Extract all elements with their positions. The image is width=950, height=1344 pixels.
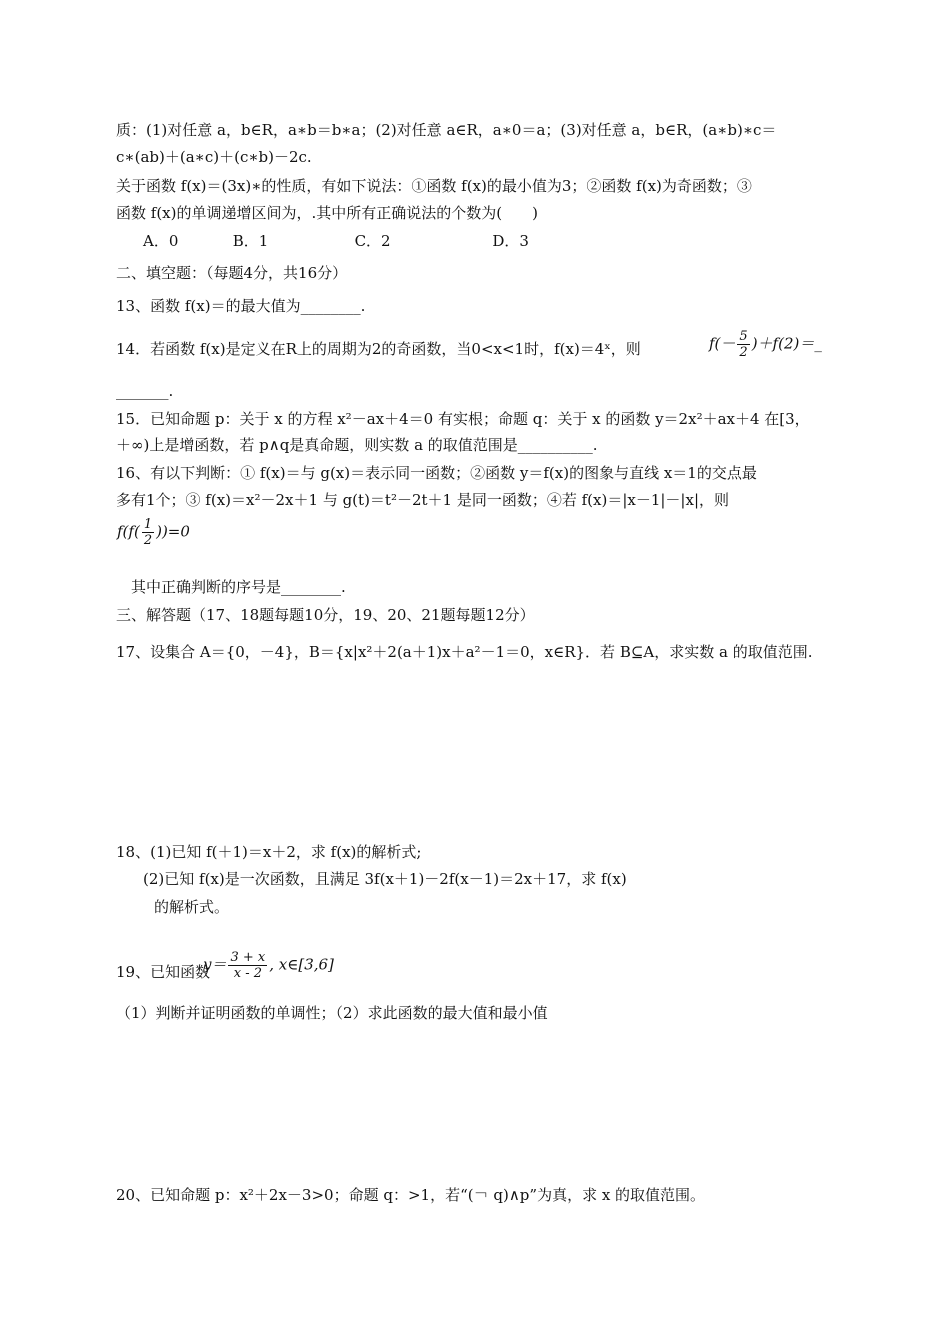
q16-formula [117,517,190,548]
q14-formula-pre: f(－ [709,334,736,353]
q12-line1: 质：(1)对任意 a，b∈R，a∗b＝b∗a；(2)对任意 a∈R，a∗0＝a；(3)对任意 a，b∈R，(a∗b)∗c＝ [116,121,777,139]
q20: 20、已知命题 p：x²＋2x－3>0；命题 q：>1，若“(￢ q)∧p”为真，求 x 的取值范围。 [116,1186,706,1204]
q19-formula [203,950,334,981]
section2-heading: 二、填空题：（每题4分，共16分） [116,264,348,282]
q13: 13、函数 f(x)＝的最大值为________. [116,297,366,315]
option-a: A．0 [143,232,179,250]
q16-line4: 其中正确判断的序号是________. [131,578,346,596]
q18-line3: 的解析式。 [154,898,230,916]
q12-line3: 关于函数 f(x)＝(3x)∗的性质，有如下说法：①函数 f(x)的最小值为3；②函数 f(x)为奇函数；③ [116,177,752,195]
q14-fraction [737,329,749,360]
q16-fraction [142,517,154,548]
q19-line1: 19、已知函数 [116,963,211,981]
q19-fraction [228,950,267,981]
q19-frac-den: x - 2 [233,966,262,981]
q16-line1: 16、有以下判断：① f(x)＝与 g(x)＝表示同一函数；②函数 y＝f(x)的图象与直线 x＝1的交点最 [116,464,757,482]
q19-frac-num: 3 + x [230,950,266,965]
option-d: D．3 [492,232,529,250]
q14-formula-post: )＋f(2)＝_ [751,334,822,353]
q19-line2: （1）判断并证明函数的单调性；（2）求此函数的最大值和最小值 [116,1004,548,1022]
q19-formula-post: , x∈[3,6] [269,955,334,974]
q14-frac-den: 2 [739,345,748,360]
q16-frac-num: 1 [143,517,153,532]
q15-line1: 15．已知命题 p：关于 x 的方程 x²－ax＋4＝0 有实根；命题 q：关于 x 的函数 y＝2x²＋ax＋4 在[3， [116,410,810,428]
q16-line2: 多有1个；③ f(x)＝x²－2x＋1 与 g(t)＝t²－2t＋1 是同一函数；④若 f(x)＝|x－1|－|x|，则 [116,491,730,509]
q14-line2: _______. [116,382,174,400]
q14-frac-num: 5 [739,329,748,344]
option-c: C．2 [354,232,391,250]
option-b: B．1 [232,232,269,250]
section3-heading: 三、解答题（17、18题每题10分，19、20、21题每题12分） [116,606,535,624]
q16-frac-den: 2 [143,533,153,548]
q14-line1: 14．若函数 f(x)是定义在R上的周期为2的奇函数，当0<x<1时，f(x)＝4ˣ，则 [116,340,641,358]
q12-line4: 函数 f(x)的单调递增区间为，.其中所有正确说法的个数为( ) [116,204,538,222]
q18-line2: (2)已知 f(x)是一次函数，且满足 3f(x＋1)－2f(x－1)＝2x＋17，求 f(x) [143,870,627,888]
q19-formula-pre: y＝ [203,955,227,974]
q16-formula-pre: f(f( [117,522,140,541]
q15-line2: ＋∞)上是增函数，若 p∧q是真命题，则实数 a 的取值范围是__________. [116,436,598,454]
q17: 17、设集合 A＝{0，－4}，B＝{x|x²＋2(a＋1)x＋a²－1＝0，x∈R}．若 B⊆A，求实数 a 的取值范围. [116,643,813,661]
q12-options [143,231,529,251]
q16-formula-post: ))=0 [156,522,190,541]
q12-line2: c∗(ab)＋(a∗c)＋(c∗b)－2c. [116,148,312,166]
q18-line1: 18、(1)已知 f(＋1)＝x＋2，求 f(x)的解析式; [116,843,422,861]
q14-formula [709,329,822,360]
